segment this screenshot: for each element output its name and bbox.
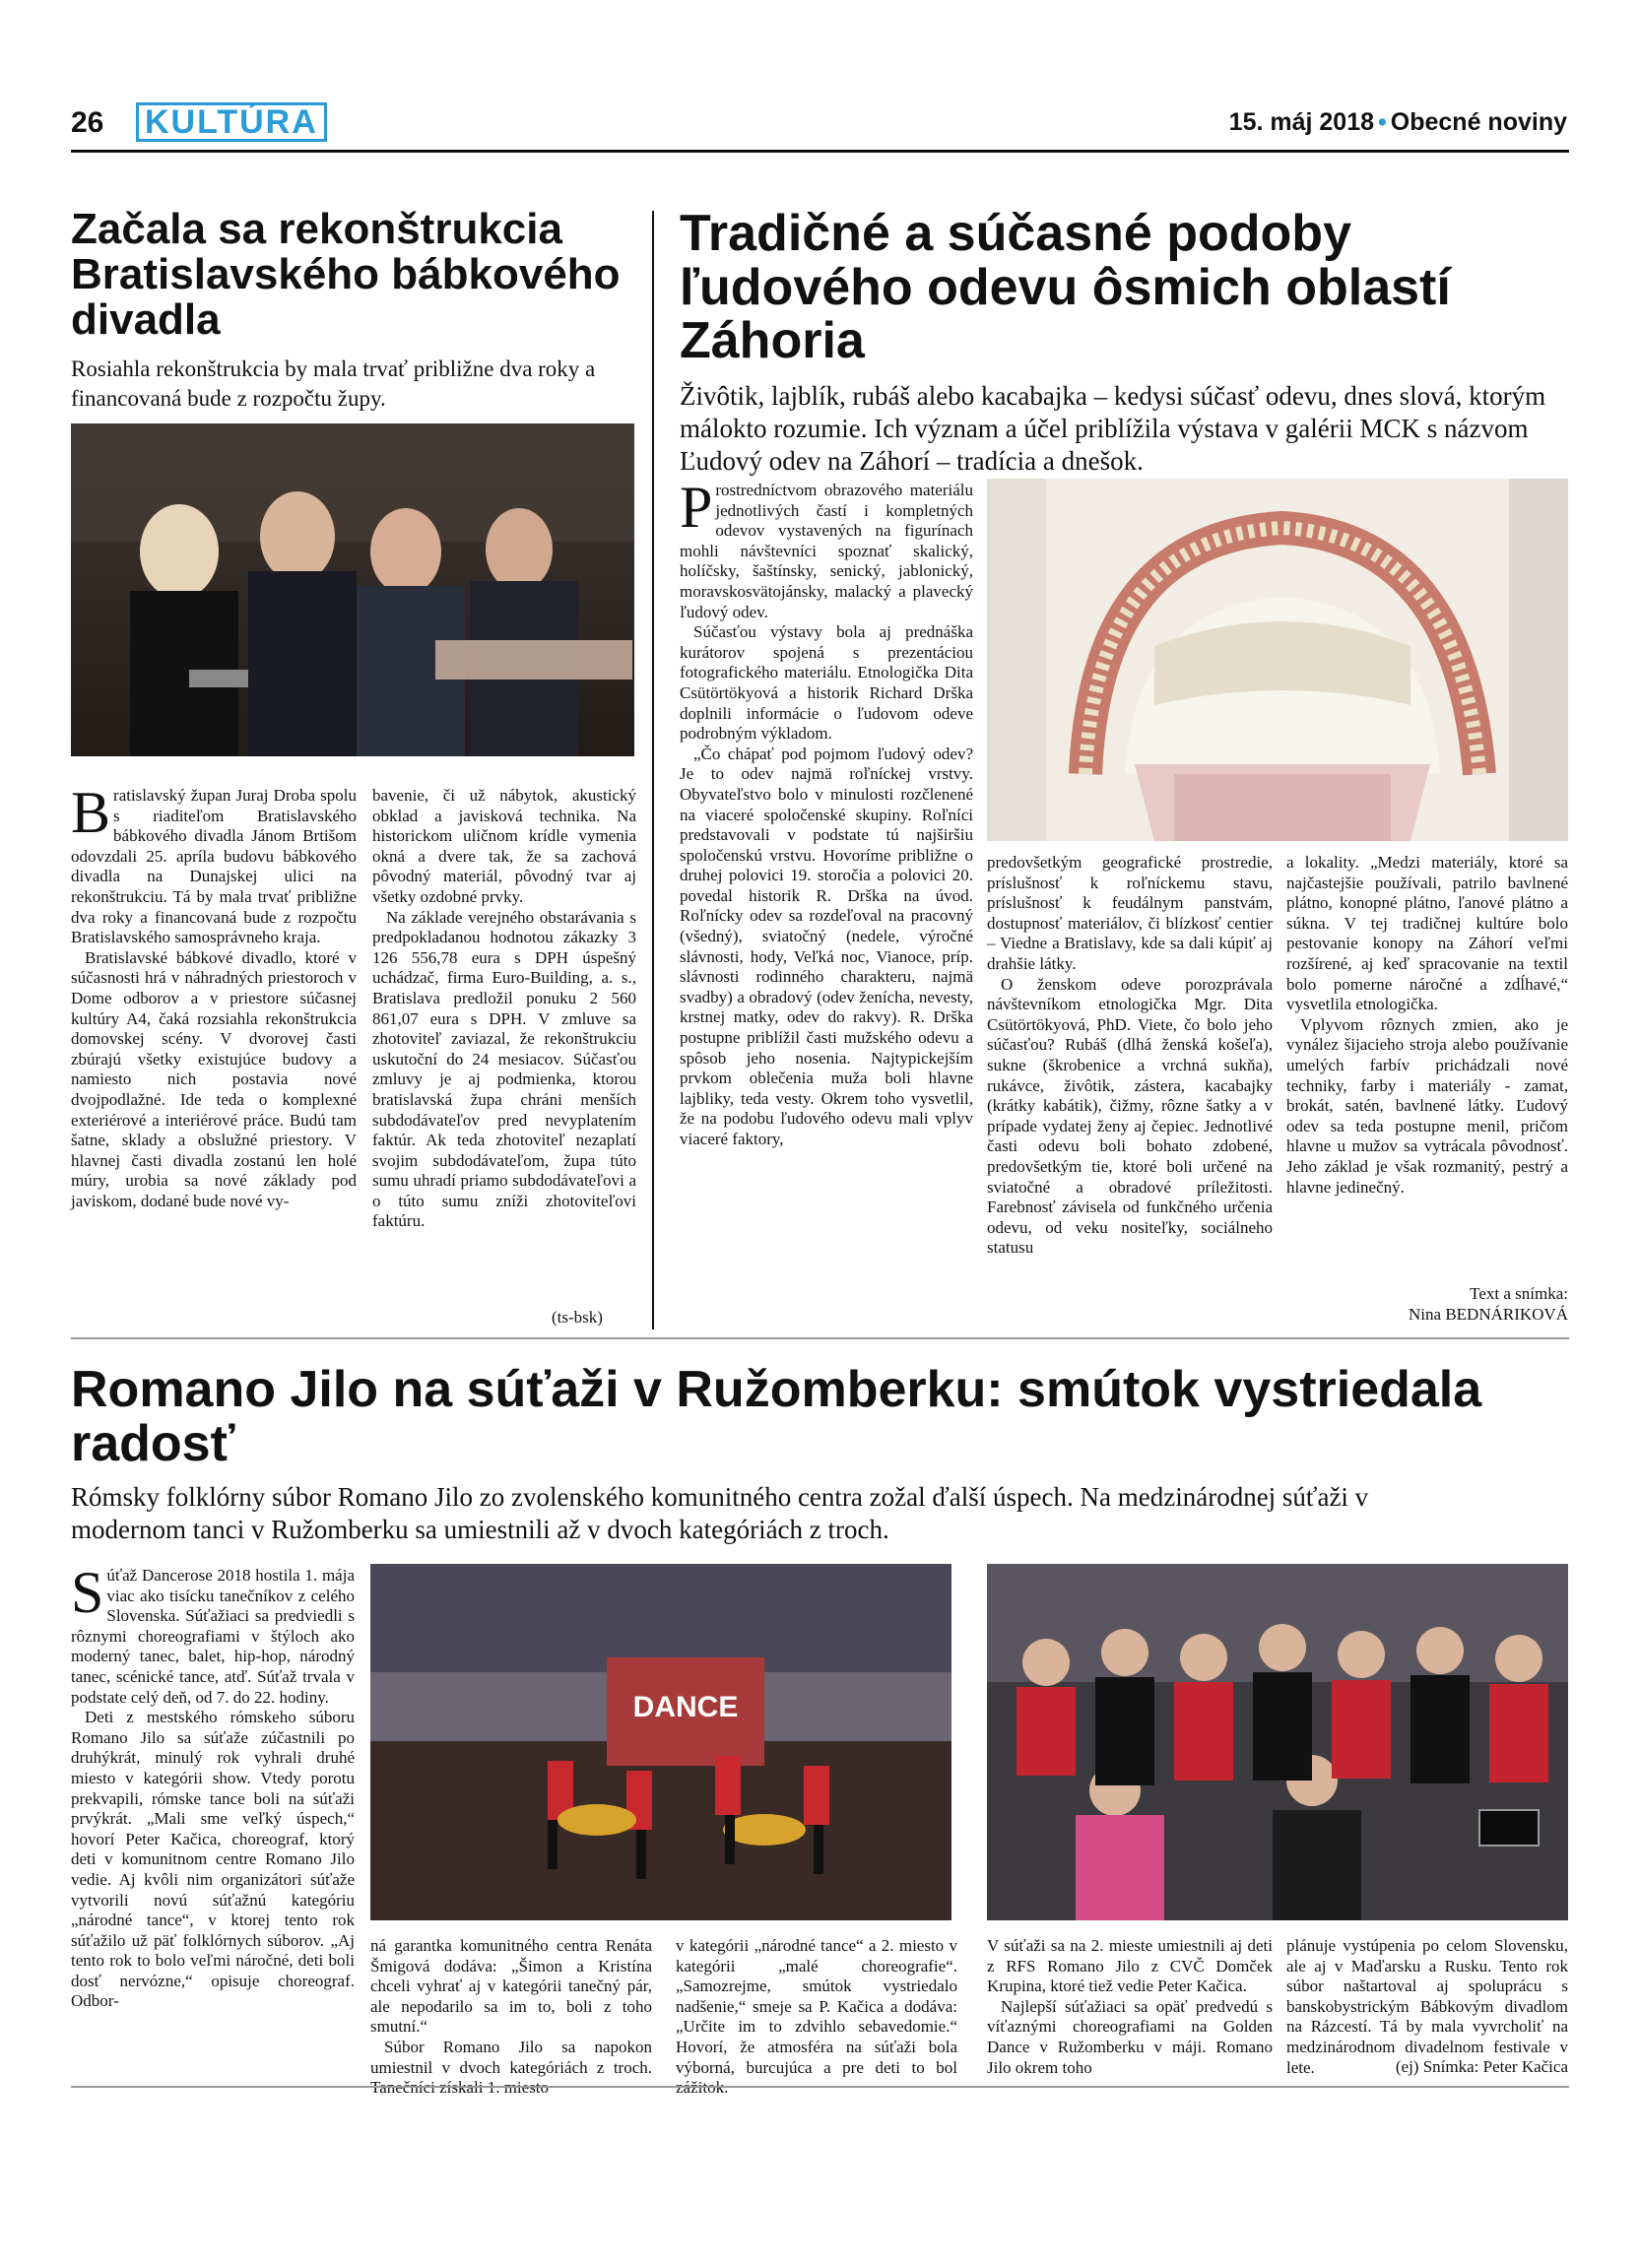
- press-conference-photo: [71, 423, 634, 756]
- article3-column2: [370, 1936, 652, 2099]
- article2-credit-label: Text a snímka:: [1470, 1284, 1568, 1303]
- dance-stage-photo: [370, 1564, 951, 1920]
- press-conference-image: [71, 423, 634, 756]
- article1-paragraph: Na základe verejného obstarávania s predpokladanou hodnotou zákazky 3 126 556,78 eura s DPH úspešný uchádzač, firma Euro-Building, a. s., Bratislava predložil ponuku 2 560 861,07 eura s DPH. V zmluve sa zhotoviteľ zaviazal, že rekonštrukciu uskutoční do 24 mesiacov. Súčasťou zmluvy je aj podmienka, ktorou bratislavská župa chráni menších subdodávateľov pred nevyplatením faktúr. Ak teda zhotoviteľ nezaplatí svojim subdodávateľom, župa túto sumu uhradí priamo subdodávateľovi a o túto sumu zníži zhotoviteľovi faktúru.: [372, 907, 636, 1231]
- header-rule: [71, 150, 1569, 153]
- article2-column3: [1286, 853, 1568, 1198]
- article1-title: Začala sa rekonštrukcia Bratislavského bábkového divadla: [71, 205, 621, 345]
- article3-lead: Rómsky folklórny súbor Romano Jilo zo zvolenského komunitného centra zožal ďalší úspech. Na medzinárodnej súťaži v modernom tanci v Ružomberku sa umiestnili až v dvoch kategóriách z troch.: [71, 1482, 1369, 1544]
- article2-column2: [987, 853, 1273, 1259]
- article3-paragraph: plánuje vystúpenia po celom Slovensku, ale aj v Maďarsku a Rusku. Tento rok súbor naštartoval aj spoluprácu s banskobystrickým Bábkovým divadlom na Rázcestí. Tá by mala vyvrcholiť na medzinárodnom divadelnom festivale v lete.: [1286, 1936, 1568, 2077]
- article3-paragraph: Súťaž Dancerose 2018 hostila 1. mája viac ako tisícku tanečníkov z celého Slovenska. Súťažiaci sa predviedli s rôznymi choreografiami v štýloch ako moderný tanec, balet, hip-hop, národný tanec, scénické tance, atď. Súťaž trvala v podstate celý deň, od 7. do 22. hodiny.: [71, 1560, 355, 1707]
- article2-paragraph: Súčasťou výstavy bola aj prednáška kurátorov spojená s prezentáciou fotografického materiálu. Etnologička Dita Csütörtökyová a historik Richard Drška doplnili informácie o ľudovom odeve podrobným výkladom.: [680, 622, 973, 744]
- article3-paragraph: V súťaži sa na 2. mieste umiestnili aj deti z RFS Romano Jilo z CVČ Domček Krupina, ktoré tiež vedie Peter Kačica.: [987, 1936, 1273, 1996]
- article3-title: Romano Jilo na súťaži v Ružomberku: smútok vystriedala radosť: [71, 1361, 1482, 1472]
- article2-paragraph: Vplyvom rôznych zmien, ako je vynález šijacieho stroja alebo používanie umelých farbív prichádzali nové techniky, farby i materiály - zamat, brokát, satén, bavlnené látky. Ľudový odev sa teda postupne menil, pričom hlavne u mužov sa vytrácala pôvodnosť. Jeho základ je však rozmanitý, pestrý a hlavne jedinečný.: [1286, 1014, 1568, 1197]
- column-divider: [652, 211, 654, 1329]
- article3-column3: [676, 1936, 957, 2099]
- article2-credit-name: Nina BEDNÁRIKOVÁ: [1409, 1305, 1568, 1324]
- article3-column1: [71, 1560, 355, 2012]
- paper-name: Obecné noviny: [1390, 108, 1567, 136]
- article2-paragraph: O ženskom odeve porozprávala návštevníkom etnologička Mgr. Dita Csütörtökyová, PhD. Viete, čo bolo jeho súčasťou? Rubáš (dlhá ženská košeľa), sukne (škrobenice a vrchná sukňa), rukávce, živôtik, zástera, kacabajky (krátky kabátik), čižmy, rôzne šatky a v prípade vydatej ženy aj čepiec. Jednotlivé časti odevu boli bohato zdobené, predovšetkým tie, ktoré boli určené na sviatočné a obradové príležitosti. Farebnosť závisela od funkčného určenia odevu, od veku nositeľky, sociálneho statusu: [987, 974, 1273, 1258]
- article3-paragraph: Súbor Romano Jilo sa napokon umiestnil v dvoch kategóriách z troch.: [370, 2037, 652, 2077]
- article2-paragraph: „Čo chápať pod pojmom ľudový odev? Je to odev najmä roľníckej vrstvy. Obyvateľstvo bolo v minulosti rozčlenené na viaceré spoločenské skupiny. Roľníci predstavovali v podstate tú najširšiu spoločenskú vrstvu. Hovoríme približne o druhej polovici 19. storočia a polovici 20. povedal historik R. Drška na úvod. Roľnícky odev sa rozdeľoval na pracovný (všedný), sviatočný (nedele, výročné slávnosti, hody, Veľká noc, Vianoce, príp. slávnosti rodinného charakteru, najmä svadby) a obradový (odev ženícha, nevesty, krstnej matky, odev do rakvy). R. Drška postupne priblížil časti mužského odevu a spôsob jeho nosenia. Najtypickejším prvkom oblečenia muža boli hlavne lajbliky, teda vesty. Okrem toho vysvetlil, že na podobu ľudového odevu mali vplyv viaceré faktory,: [680, 744, 973, 1148]
- article2-paragraph: a lokality. „Medzi materiály, ktoré sa najčastejšie používali, patrilo bavlnené plátno, konopné plátno, ľanové plátno a súkna. V tej tradičnej kultúre bolo pestovanie konopy na Záhorí veľmi rozšírené, aj keď spracovanie na textil bolo pomerne náročné a zdĺhavé,“ vysvetlila etnologička.: [1286, 853, 1568, 1014]
- article1-lead: Rosiahla rekonštrukcia by mala trvať približne dva roky a financovaná bude z rozpočtu župy.: [71, 356, 596, 411]
- article3-paragraph: Deti z mestského rómskeho súboru Romano Jilo sa súťaže zúčastnili po druhýkrát, minulý rok vyhrali druhé miesto v kategórii show. Vtedy porotu prekvapili, rómske tance boli na súťaži prvýkrát. „Mali sme veľký úspech,“ hovorí Peter Kačica, choreograf, ktorý deti v komunitnom centre Romano Jilo vedie. Aj kvôli nim organizátori súťaže vytvorili novú súťažnú kategóriu „národné tance“, v ktorej tento rok súťažilo už päť folklórnych súborov. „Aj tento rok to bolo veľmi náročné, deti boli dosť nervózne,“ opisuje choreograf. Odbor-: [71, 1708, 355, 2011]
- article1-paragraph: Bratislavské bábkové divadlo, ktoré v súčasnosti hrá v náhradných priestoroch v Dome odborov a v priestore súčasnej kultúry A4, čaká rozsiahla rekonštrukcia domovskej scény. V dvorovej časti zbúrajú všetky existujúce budovy a namiesto nich postavia nové dvojpodlažné. Ide teda o komplexné exteriérové a interiérové práce. Budú tam šatne, sklady a obslužné priestory. V hlavnej časti divadla zostanú len holé múry, urobia sa nové základy pod javiskom, dodané bude nové vy-: [71, 947, 357, 1210]
- section-label: KULTÚRA: [136, 102, 327, 142]
- article2-paragraph: Prostredníctvom obrazového materiálu jednotlivých častí i kompletných odevov vystavených na figurínach mohli návštevníci spoznať skalický, holíčsky, šaštínsky, senický, jablonický, moravskosvätojánsky, malacký a plavecký ľudový odev.: [680, 475, 973, 621]
- folk-headdress-photo: [987, 479, 1568, 841]
- issue-date: 15. máj 2018: [1228, 108, 1375, 136]
- bottom-rule: [71, 2086, 1569, 2088]
- article1-paragraph: Bratislavský župan Juraj Droba spolu s riaditeľom Bratislavského bábkového divadla Jánom Brtišom odovzdali 25. apríla budovu bábkového divadla na Dunajskej ulici na rekonštrukciu. Tá by mala trvať približne dva roky a financovaná bude z rozpočtu Bratislavského samosprávneho kraja.: [71, 780, 357, 947]
- page-number: 26: [71, 106, 104, 139]
- article2-lead: Živôtik, lajblík, rubáš alebo kacabajka – kedysi súčasť odevu, dnes slová, ktorým málokto rozumie. Ich význam a účel priblížila výstava v galérii MCK s názvom Ľudový odev na Záhorí – tradícia a dnešok.: [680, 381, 1546, 476]
- issue-info: [1229, 108, 1567, 137]
- article3-paragraph: Najlepší súťažiaci sa opäť predvedú s víťaznými choreografiami na Golden Dance v Ružomberku v máji. Romano Jilo okrem toho: [987, 1996, 1273, 2077]
- stage-banner-text: DANCE: [632, 1691, 739, 1723]
- article1-column1: [71, 780, 357, 1211]
- article1-column2: [372, 786, 636, 1232]
- article2-paragraph: predovšetkým geografické prostredie, príslušnosť k roľníckemu stavu, príslušnosť k feudálnym panstvám, dostupnosť materiálov, či blízkosť centier – Viedne a Bratislavy, kde sa dali kúpiť aj drahšie látky.: [987, 853, 1273, 973]
- article1-paragraph: bavenie, či už nábytok, akustický obklad a javisková technika. Na historickom uličnom krídle vymenia okná a dvere tak, že sa zachová pôvodný materiál, pôvodný tvar aj všetky ozdobné prvky.: [372, 786, 636, 906]
- article2-column1: [680, 475, 973, 1150]
- group-trophy-image: [987, 1564, 1568, 1920]
- section-rule: [71, 1337, 1569, 1339]
- article3-paragraph: v kategórii „národné tance“ a 2. miesto v kategórii „malé choreografie“. „Samozrejme, smútok vystriedalo nadšenie,“ smeje sa P. Kačica a dodáva: „Určite im to zdvihlo sebavedomie.“ Hovorí, že atmosféra na súťaži bola výborná, burcujúca a pre deti to bol: [676, 1936, 957, 2077]
- article2-credit: [1286, 1283, 1568, 1325]
- article3-signature: (ej) Snímka: Peter Kačica: [1395, 2057, 1568, 2076]
- header-bullet: •: [1378, 108, 1387, 136]
- dance-stage-image: [370, 1564, 951, 1920]
- article3-column4: [987, 1936, 1273, 2078]
- folk-headdress-image: [987, 479, 1568, 841]
- article3-paragraph: ná garantka komunitného centra Renáta Šmigová dodáva: „Šimon a Kristína chceli vyhrať aj v kategórii tanečný pár, ale nepodarilo sa im to, boli z toho smutní.“: [370, 1936, 652, 2037]
- group-trophy-photo: [987, 1564, 1568, 1920]
- article2-title: Tradičné a súčasné podoby ľudového odevu ôsmich oblastí Záhoria: [680, 205, 1451, 370]
- article1-signature: (ts-bsk): [552, 1308, 603, 1327]
